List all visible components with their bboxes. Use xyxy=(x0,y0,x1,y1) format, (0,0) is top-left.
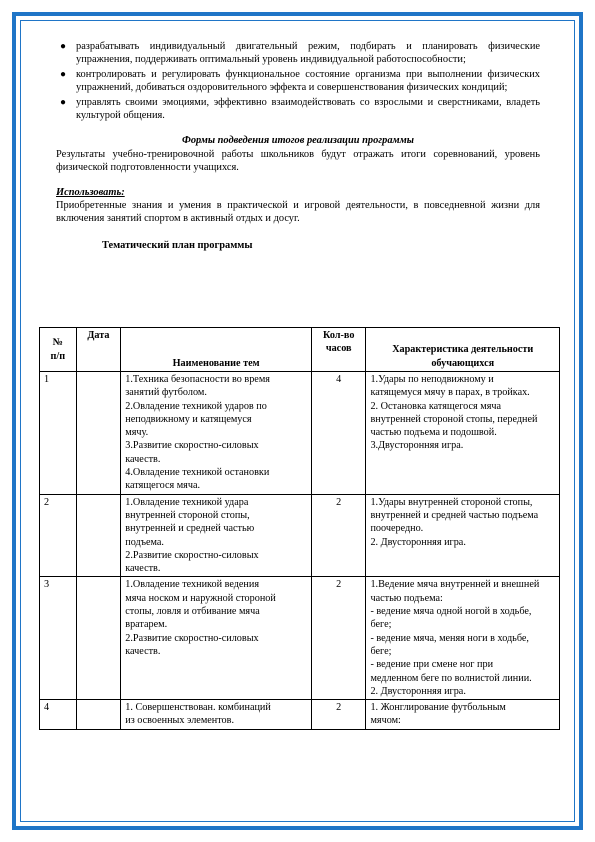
document-body xyxy=(56,40,540,252)
header-hours: Кол-во часов xyxy=(311,328,366,372)
table-row xyxy=(40,494,560,577)
row-num-cell: 2 xyxy=(40,494,77,577)
row-activity-cell: 1.Удары по неподвижному и катящемуся мячу в парах, в тройках. 2. Остановка катящегося мяча внутренней стороной стопы, передней частью подъема и подошвой. 3.Двусторонняя игра. xyxy=(366,372,560,495)
use-section-text: Приобретенные знания и умения в практической и игровой деятельности, в повседневной жизни для включения занятий спортом в активный отдых и досуг. xyxy=(56,200,540,225)
row-date-cell xyxy=(76,577,121,700)
list-item: ● управлять своими эмоциями, эффективно взаимодействовать со взрослыми и сверстниками, владеть культурой общения. xyxy=(60,96,540,122)
row-activity-cell: 1. Жонглирование футбольным мячом: xyxy=(366,700,560,730)
row-hours-cell: 2 xyxy=(311,494,366,577)
bullet-icon: ● xyxy=(60,41,67,52)
header-activity: Характеристика деятельности обучающихся xyxy=(366,328,560,372)
list-item: ● контролировать и регулировать функциональное состояние организма при выполнении физических упражнений, добиваться оздоровительного эффекта и совершенствования физических кондиций; xyxy=(60,68,540,94)
bullet-icon: ● xyxy=(60,68,67,80)
row-date-cell xyxy=(76,494,121,577)
table-header-row xyxy=(40,328,560,372)
row-topic-cell: 1.Овладение техникой удара внутренней стороной стопы, внутренней и средней частью подъема. 2.Развитие скоростно-силовых качеств. xyxy=(121,494,312,577)
row-num-cell: 4 xyxy=(40,700,77,730)
header-topic: Наименование тем xyxy=(121,328,312,372)
row-date-cell xyxy=(76,372,121,495)
row-date-cell xyxy=(76,700,121,730)
row-topic-cell: 1.Техника безопасности во время занятий футболом. 2.Овладение техникой ударов по неподвижному и катящемуся мячу. 3.Развитие скоростно-силовых качеств. 4.Овладение техникой остановки катящегося мяча. xyxy=(121,372,312,495)
table-row xyxy=(40,372,560,495)
row-topic-cell: 1.Овладение техникой ведения мяча носком и наружной стороной стопы, ловля и отбивание мяча вратарем. 2.Развитие скоростно-силовых качеств. xyxy=(121,577,312,700)
row-activity-cell: 1.Ведение мяча внутренней и внешней частью подъема: - ведение мяча одной ногой в ходьбе, беге; - ведение мяча, меняя ноги в ходьбе, беге; - ведение при смене ног при медленном беге по волнистой линии. 2. Двусторонняя игра. xyxy=(366,577,560,700)
results-section-title: Формы подведения итогов реализации программы xyxy=(182,135,414,147)
table-body xyxy=(40,372,560,730)
thematic-plan-table xyxy=(39,327,560,730)
bullet-icon: ● xyxy=(60,96,67,108)
list-item: ● разрабатывать индивидуальный двигательный режим, подбирать и планировать физические упражнения, поддерживать оптимальный уровень индивидуальной работоспособности; xyxy=(60,41,540,66)
table-row xyxy=(40,700,560,730)
row-num-cell: 3 xyxy=(40,577,77,700)
header-num: № п/п xyxy=(40,328,77,372)
results-section-text: Результаты учебно-тренировочной работы школьников будут отражать итоги соревнований, уровень физической подготовленности учащихся. xyxy=(56,148,540,174)
row-activity-cell: 1.Удары внутренней стороной стопы, внутренней и средней частью подъема поочередно. 2. Двусторонняя игра. xyxy=(366,494,560,577)
plan-title: Тематический план программы xyxy=(102,239,253,251)
table-row xyxy=(40,577,560,700)
header-date: Дата xyxy=(76,328,121,372)
use-section-title: Использовать: xyxy=(56,186,125,198)
row-hours-cell: 4 xyxy=(311,372,366,495)
goals-list xyxy=(56,40,540,122)
row-hours-cell: 2 xyxy=(311,700,366,730)
row-num-cell: 1 xyxy=(40,372,77,495)
row-hours-cell: 2 xyxy=(311,577,366,700)
row-topic-cell: 1. Совершенствован. комбинаций из освоенных элементов. xyxy=(121,700,312,730)
